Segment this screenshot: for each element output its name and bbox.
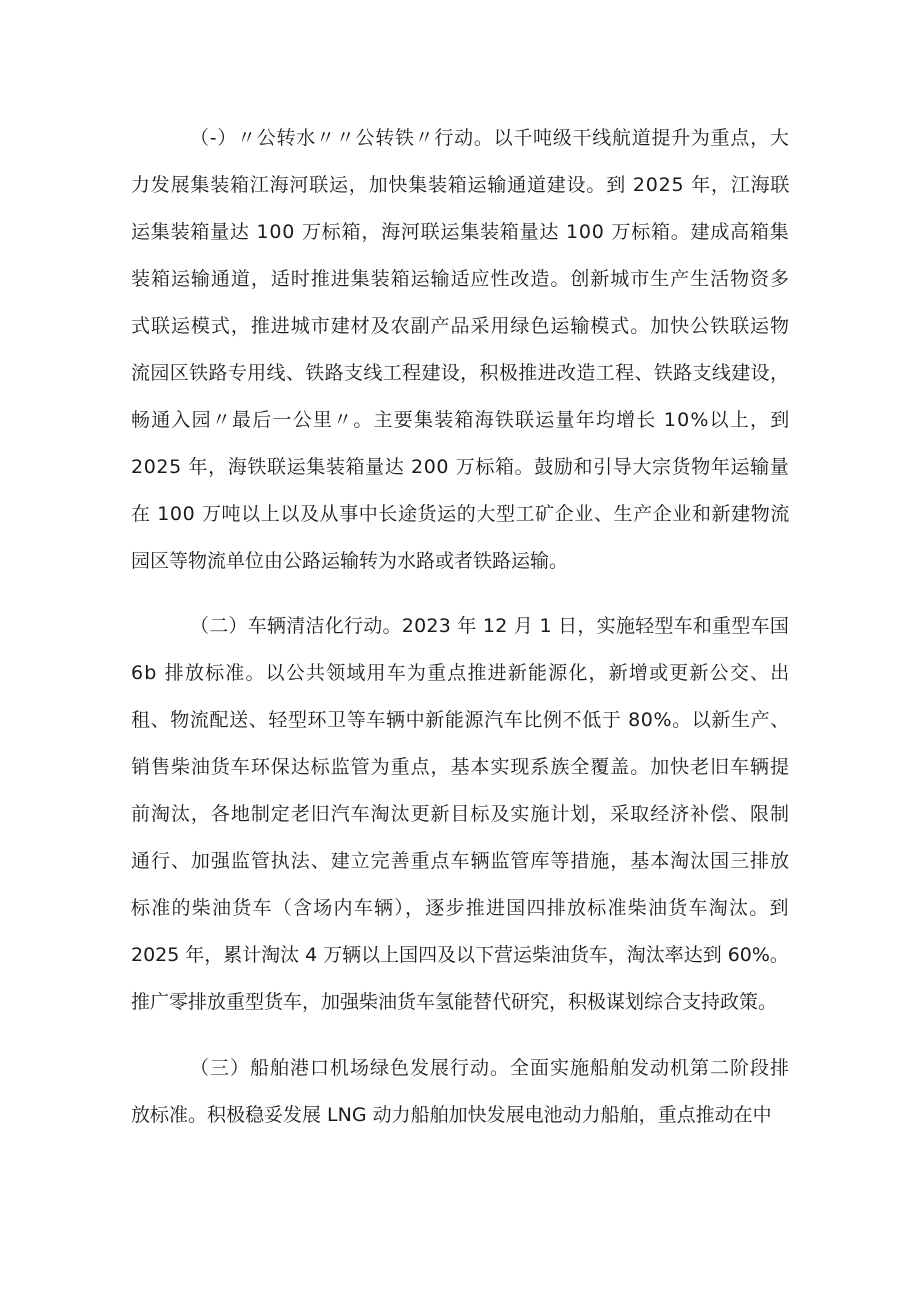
paragraph-line: 放标准。积极稳妥发展 LNG 动力船舶加快发展电池动力船舶，重点推动在中 bbox=[131, 1104, 772, 1126]
paragraph-line: 2025 年，累计淘汰 4 万辆以上国四及以下营运柴油货车，淘汰率达到 60%。 bbox=[131, 944, 789, 966]
paragraph-line: 流园区铁路专用线、铁路支线工程建设，积极推进改造工程、铁路支线建设， bbox=[131, 362, 790, 384]
paragraph-line: 畅通入园〃最后一公里〃。主要集装箱海铁联运量年均增长 10%以上，到 bbox=[131, 409, 791, 431]
paragraph-line: 推广零排放重型货车，加强柴油货车氢能替代研究，积极谋划综合支持政策。 bbox=[131, 991, 778, 1013]
paragraph-line: 装箱运输通道，适时推进集装箱运输适应性改造。创新城市生产生活物资多 bbox=[131, 268, 790, 290]
paragraph-line: （-）〃公转水〃〃公转铁〃行动。以千吨级干线航道提升为重点，大 bbox=[190, 127, 790, 149]
paragraph-line: 租、物流配送、轻型环卫等车辆中新能源汽车比例不低于 80%。以新生产、 bbox=[131, 709, 790, 731]
paragraph-line: 通行、加强监管执法、建立完善重点车辆监管库等措施，基本淘汰国三排放 bbox=[131, 850, 790, 872]
paragraph-line: （二）车辆清洁化行动。2023 年 12 月 1 日，实施轻型车和重型车国 bbox=[190, 615, 790, 637]
paragraph-line: 前淘汰，各地制定老旧汽车淘汰更新目标及实施计划，采取经济补偿、限制 bbox=[131, 803, 790, 825]
paragraph-line: 式联运模式，推进城市建材及农副产品采用绿色运输模式。加快公铁联运物 bbox=[131, 315, 790, 337]
paragraph-line: 运集装箱量达 100 万标箱，海河联运集装箱量达 100 万标箱。建成高箱集 bbox=[131, 221, 790, 243]
paragraph-line: 销售柴油货车环保达标监管为重点，基本实现系族全覆盖。加快老旧车辆提 bbox=[131, 756, 790, 778]
paragraph-line: 6b 排放标准。以公共领域用车为重点推进新能源化，新增或更新公交、出 bbox=[131, 662, 791, 684]
paragraph-line: 力发展集装箱江海河联运，加快集装箱运输通道建设。到 2025 年，江海联 bbox=[131, 174, 791, 196]
paragraph-line: 在 100 万吨以上以及从事中长途货运的大型工矿企业、生产企业和新建物流 bbox=[131, 503, 790, 525]
paragraph-line: 园区等物流单位由公路运输转为水路或者铁路运输。 bbox=[131, 550, 569, 572]
paragraph-line: 2025 年，海铁联运集装箱量达 200 万标箱。鼓励和引导大宗货物年运输量 bbox=[131, 456, 790, 478]
paragraph-line: （三）船舶港口机场绿色发展行动。全面实施船舶发动机第二阶段排 bbox=[190, 1057, 791, 1079]
paragraph-line: 标准的柴油货车（含场内车辆），逐步推进国四排放标准柴油货车淘汰。到 bbox=[131, 897, 790, 919]
